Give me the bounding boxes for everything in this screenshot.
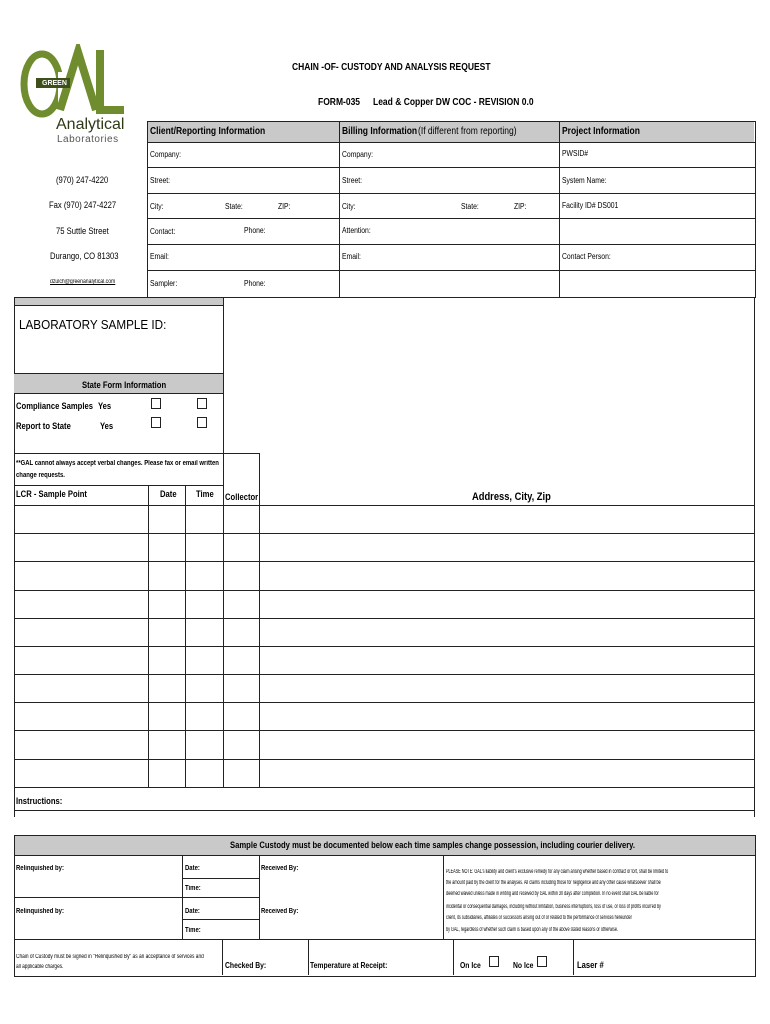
client-phone-label: Phone:	[244, 226, 266, 235]
on-ice-checkbox[interactable]	[489, 956, 499, 967]
sample-row[interactable]	[15, 506, 754, 533]
col-collector: Collector	[225, 492, 259, 502]
relinquished-by-1: Relinquished by:	[16, 865, 64, 872]
report-no-checkbox[interactable]	[197, 417, 207, 428]
disclaimer-line: deemed waived unless made in writing and received by GAL within 30 days after completion. In no event shall GAL be liable for	[446, 891, 659, 897]
compliance-no-checkbox[interactable]	[197, 398, 207, 409]
col-time: Time	[196, 489, 214, 499]
sample-row[interactable]	[15, 703, 754, 730]
project-heading: Project Information	[562, 126, 640, 137]
instructions-field[interactable]	[15, 811, 754, 835]
project-contact-person-label: Contact Person:	[562, 252, 611, 261]
lab-fax: Fax (970) 247-4227	[49, 200, 117, 210]
client-sampler-label: Sampler:	[150, 279, 178, 288]
lab-email-link[interactable]: dzulch@greenanalytical.com	[50, 279, 116, 285]
no-ice-checkbox[interactable]	[537, 956, 547, 967]
lab-phone: (970) 247-4220	[56, 175, 109, 185]
client-heading: Client/Reporting Information	[150, 126, 266, 137]
client-contact-label: Contact:	[150, 227, 176, 236]
client-zip-label: ZIP:	[278, 202, 291, 211]
report-to-state-label: Report to State	[16, 421, 71, 431]
checked-by-label: Checked By:	[225, 961, 267, 970]
compliance-yes-checkbox[interactable]	[151, 398, 161, 409]
client-city-label: City:	[150, 202, 164, 211]
project-pwsid-label: PWSID#	[562, 149, 589, 158]
sample-row[interactable]	[15, 619, 754, 646]
lab-sample-id-label: LABORATORY SAMPLE ID:	[19, 317, 167, 332]
form-number: FORM-035	[318, 97, 361, 108]
client-state-label: State:	[225, 202, 243, 211]
billing-state-label: State:	[461, 202, 479, 211]
logo-line1: Analytical	[56, 116, 125, 133]
sample-row[interactable]	[15, 731, 754, 759]
temperature-label: Temperature at Receipt:	[310, 961, 388, 970]
billing-email-label: Email:	[342, 252, 361, 261]
billing-street-label: Street:	[342, 176, 363, 185]
project-system-name-label: System Name:	[562, 176, 607, 185]
disclaimer-line: by GAL, regardless of whether such claim is based upon any of the above stated reasons or otherwise.	[446, 927, 619, 933]
laser-label: Laser #	[577, 960, 604, 970]
billing-company-label: Company:	[342, 150, 373, 159]
received-by-2: Received By:	[261, 908, 299, 915]
company-logo	[20, 44, 130, 148]
verbal-change-note-2: change requests.	[16, 472, 65, 479]
billing-attention-label: Attention:	[342, 226, 371, 235]
report-yes-label: Yes	[100, 421, 114, 431]
time-label-1: Time:	[185, 885, 201, 892]
sample-id-header-band	[14, 297, 223, 305]
logo-line2: Laboratories	[57, 134, 119, 145]
on-ice-label: On Ice	[460, 961, 481, 970]
sample-row[interactable]	[15, 647, 754, 674]
form-name: Lead & Copper DW COC - REVISION 0.0	[373, 97, 534, 108]
form-title: CHAIN -OF- CUSTODY AND ANALYSIS REQUEST	[292, 62, 491, 73]
client-email-label: Email:	[150, 252, 169, 261]
received-by-1: Received By:	[261, 865, 299, 872]
billing-heading-note: (If different from reporting)	[418, 126, 517, 137]
sample-row[interactable]	[15, 760, 754, 787]
time-label-2: Time:	[185, 927, 201, 934]
instructions-label: Instructions:	[16, 796, 63, 806]
compliance-samples-label: Compliance Samples	[16, 401, 93, 411]
billing-city-label: City:	[342, 202, 356, 211]
col-date: Date	[160, 489, 177, 499]
col-address: Address, City, Zip	[472, 491, 551, 503]
coc-signature-note-2: all applicable charges.	[16, 964, 64, 970]
sample-row[interactable]	[15, 534, 754, 561]
client-company-label: Company:	[150, 150, 181, 159]
no-ice-label: No Ice	[513, 961, 534, 970]
relinquished-by-2: Relinquished by:	[16, 908, 64, 915]
sample-row[interactable]	[15, 675, 754, 702]
lab-address: 75 Suttle Street	[56, 226, 109, 236]
billing-heading: Billing Information	[342, 126, 418, 137]
logo-badge: GREEN	[42, 80, 67, 87]
disclaimer-line: client, its subsidiaries, affiliates or successors arising out of or related to the performance of services hereunder	[446, 915, 632, 921]
billing-zip-label: ZIP:	[514, 202, 527, 211]
compliance-yes-label: Yes	[98, 401, 112, 411]
report-yes-checkbox[interactable]	[151, 417, 161, 428]
sample-row[interactable]	[15, 591, 754, 618]
custody-banner: Sample Custody must be documented below each time samples change possession, including courier delivery.	[230, 840, 635, 850]
disclaimer-line: the amount paid by the client for the analyses. All claims including those for negligence and any other cause whatsoever shall be	[446, 880, 661, 886]
client-sampler-phone-label: Phone:	[244, 279, 266, 288]
lab-city: Durango, CO 81303	[50, 251, 119, 261]
col-sample-point: LCR - Sample Point	[16, 489, 87, 499]
disclaimer-line: incidental or consequential damages, including without limitation, business interruptions, loss of use, or loss of profits incurred by	[446, 904, 661, 910]
date-label-1: Date:	[185, 865, 200, 872]
verbal-change-note-1: **GAL cannot always accept verbal changes. Please fax or email written	[16, 460, 219, 467]
coc-signature-note-1: Chain of Custody must be signed in "Relinquished By" as an acceptance of services and	[16, 954, 204, 960]
client-street-label: Street:	[150, 176, 171, 185]
date-label-2: Date:	[185, 908, 200, 915]
project-facility-id: Facility ID# DS001	[562, 201, 619, 210]
sample-row[interactable]	[15, 562, 754, 590]
disclaimer-line: PLEASE NOTE: GAL's liability and client's exclusive remedy for any claim arising whether based in contract or tort, shall be limited to	[446, 869, 669, 875]
state-form-heading: State Form Information	[82, 380, 167, 390]
